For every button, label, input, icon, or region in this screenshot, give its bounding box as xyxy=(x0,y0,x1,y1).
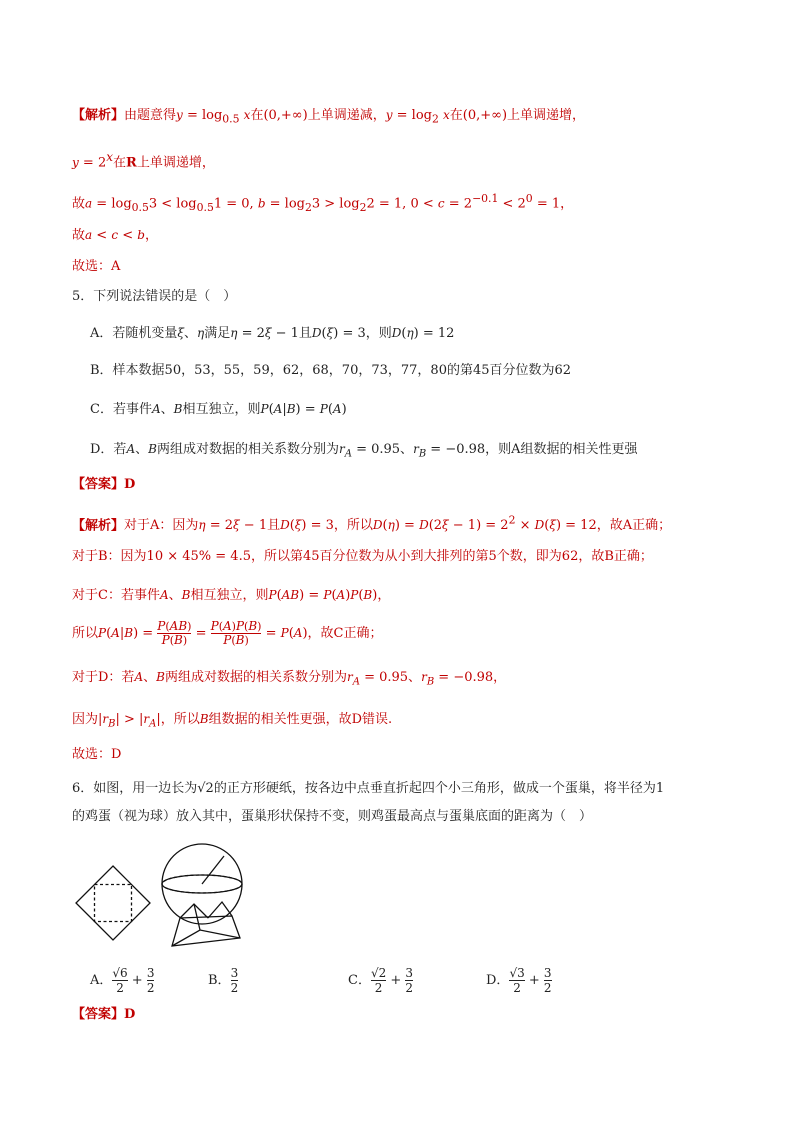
square-paper-diagram xyxy=(76,866,150,940)
solution-answer: 故选：A xyxy=(72,259,121,274)
explanation-5-line-5: 对于D：若A、B两组成对数据的相关系数分别为$r_A = 0.95$、$r_B = -0.98$， xyxy=(72,670,507,688)
explanation-5-line-1: 【解析】对于A：因为η = 2ξ − 1且D(ξ) = 3，所以$D(\eta) = D(2\xi - 1) = 2^2 \times D(\xi) = 12$，故A正确； xyxy=(72,514,672,534)
question-6-stem-1: 6．如图，用一边长为√2的正方形硬纸，按各边中点垂直折起四个小三角形，做成一个蛋巢，将半径为1 xyxy=(72,781,665,796)
explanation-5-line-3: 对于C：若事件A、B相互独立，则P(AB) = P(A)P(B)， xyxy=(72,588,391,603)
question-6-option-a: A． $\frac{√6}{2}$ + $\frac{3}{2}$ xyxy=(90,966,155,995)
question-5-option-c: C．若事件A、B相互独立，则P(A|B) = P(A) xyxy=(90,402,347,417)
answer-5: 【答案】D xyxy=(72,477,136,492)
question-6-figure xyxy=(72,838,252,958)
question-5-stem: 5．下列说法错误的是（ ） xyxy=(72,289,237,304)
question-6-option-c: C． $\frac{√2}{2}$ + $\frac{3}{2}$ xyxy=(348,966,414,995)
explanation-5-answer: 故选：D xyxy=(72,747,122,762)
question-6-stem-2: 的鸡蛋（视为球）放入其中，蛋巢形状保持不变，则鸡蛋最高点与蛋巢底面的距离为（ ） xyxy=(72,809,593,824)
explanation-5-line-6: 因为$|r_B| > |r_A|$，所以B组数据的相关性更强，故D错误. xyxy=(72,712,393,730)
egg-nest-diagram xyxy=(162,844,242,946)
solution-line-3: 故$a = \log_{0.5}3 < \log_{0.5}1 = 0$, $b = \log_23 > \log_22 = 1$, $0 < c = 2^{-0.1} < 2^0 = 1$， xyxy=(72,192,574,214)
solution-line-4: 故a < c < b， xyxy=(72,228,158,243)
question-5-option-d: D．若A、B两组成对数据的相关系数分别为$r_A = 0.95$、$r_B = -0.98$，则A组数据的相关性更强 xyxy=(90,442,638,460)
question-6-option-d: D． $\frac{√3}{2}$ + $\frac{3}{2}$ xyxy=(486,966,552,995)
explanation-5-line-4: 所以P(A|B) = $\frac{P(AB)}{P(B)}$ = $\frac{P(A)P(B)}{P(B)}$ = P(A)，故C正确； xyxy=(72,619,383,647)
question-6-option-b: B． $\frac{3}{2}$ xyxy=(208,966,239,995)
solution-line-1: 【解析】由题意得$y = \log_{0.5} x$在(0,+∞)上单调递减，$y = \log_2 x$在(0,+∞)上单调递增， xyxy=(72,108,586,126)
question-5-option-b: B．样本数据50，53，55，59，62，68，70，73，77，80的第45百分位数为62 xyxy=(90,363,572,378)
answer-6: 【答案】D xyxy=(72,1007,136,1022)
solution-line-2: $y = 2^x$在R上单调递增， xyxy=(72,150,215,171)
question-5-option-a: A．若随机变量ξ、η满足η = 2ξ − 1且D(ξ) = 3，则D(η) = 12 xyxy=(90,326,455,341)
explanation-5-line-2: 对于B：因为10 × 45% = 4.5，所以第45百分位数为从小到大排列的第5个数，即为62，故B正确； xyxy=(72,549,653,564)
